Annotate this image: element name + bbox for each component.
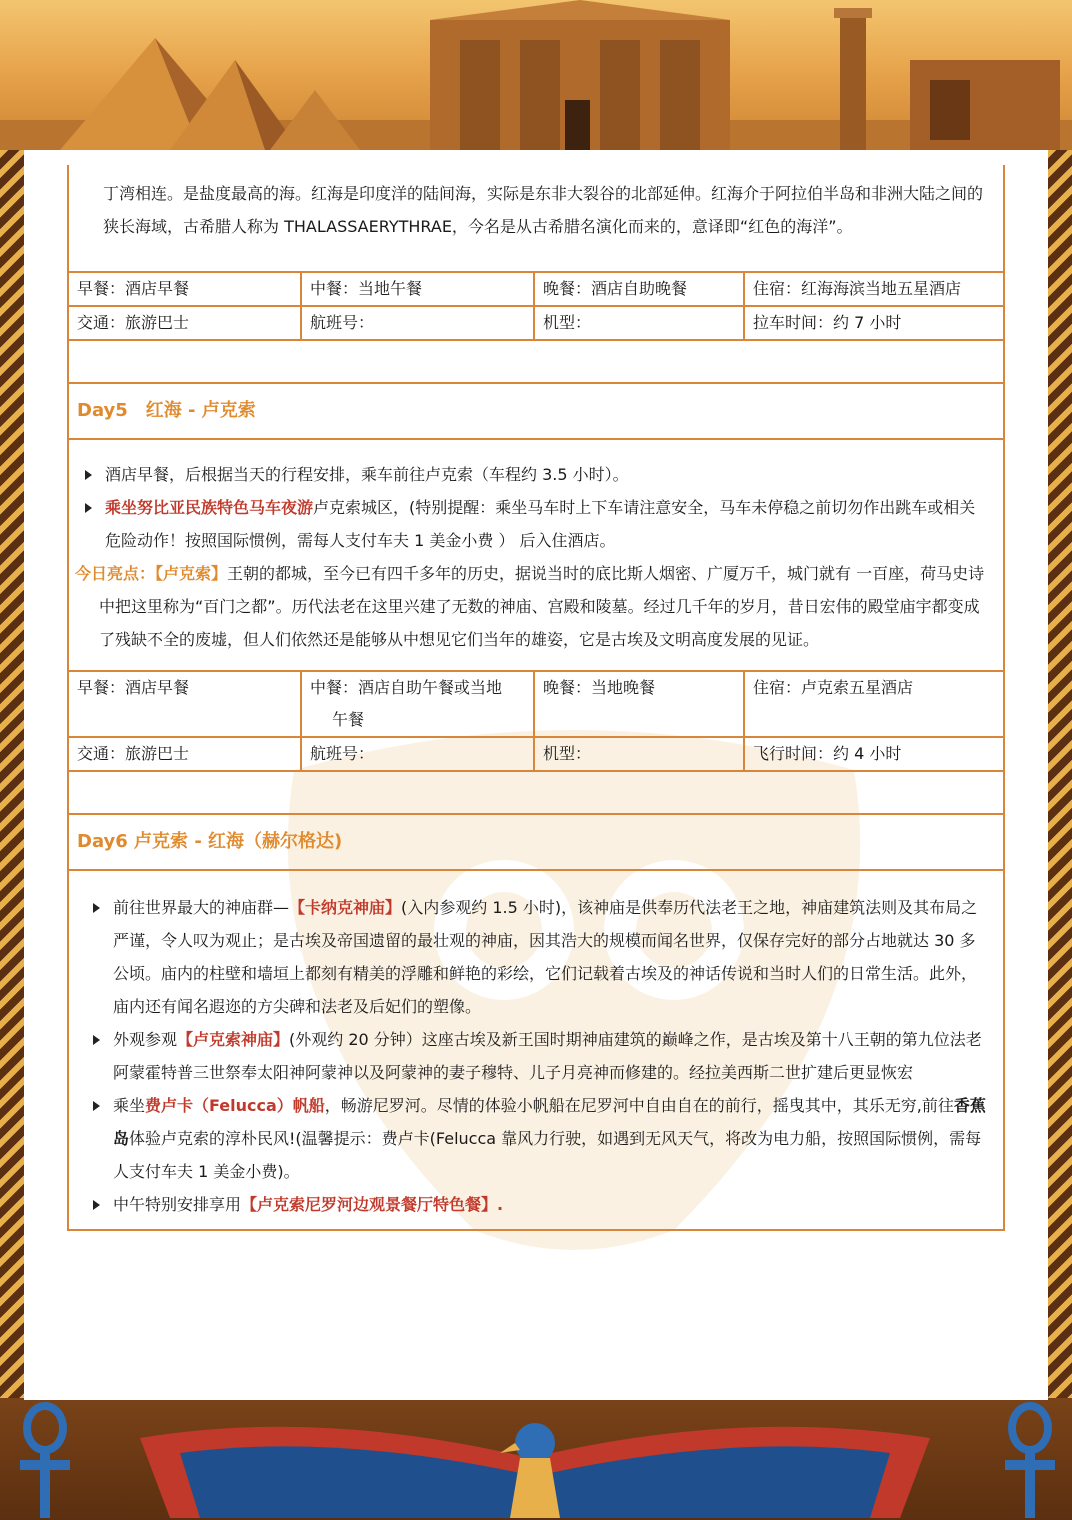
drive-time-cell: 拉车时间：约 7 小时 [753,313,902,332]
day5-bullet-carriage [79,491,991,557]
carriage-tour-text: 卢克索城区，(特别提醒：乘坐马车时上下车请注意安全，马车未停稳之前切勿作出跳车或相关危险动作！按照国际惯例，需每人支付车夫 1 美金小费 ） 后入住酒店。 [105,498,976,550]
lunch-line-1: 中餐：酒店自助午餐或当地 [310,678,503,697]
felucca-intro: 乘坐 [113,1096,146,1115]
meals-row-day5 [69,672,1003,738]
luxor-temple-highlight: 【卢克索神庙】 [177,1030,290,1049]
aircraft-cell: 机型： [535,307,745,339]
karnak-intro: 前往世界最大的神庙群— [113,898,290,917]
lunch-cell: 中餐：当地午餐 [302,273,535,305]
hotel-cell: 住宿：红海海滨当地五星酒店 [753,279,962,298]
breakfast-cell: 早餐：酒店早餐 [69,672,302,736]
luxor-temple-intro: 外观参观 [113,1030,178,1049]
transport-row-day4 [69,307,1003,341]
karnak-temple-highlight: 【卡纳克神庙】 [289,898,402,917]
aircraft-cell: 机型： [535,738,745,770]
day5-heading: Day5 红海 - 卢克索 [69,384,1003,440]
felucca-description: ，畅游尼罗河。尽情的体验小帆船在尼罗河中自由自在的前行，摇曳其中，其乐无穷,前往 [324,1096,954,1115]
flight-number-cell: 航班号： [302,738,535,770]
lunch-line-2: 午餐 [332,710,365,729]
flight-time-cell: 飞行时间：约 4 小时 [753,744,902,763]
desert-temple-illustration [0,0,1072,165]
meals-row-day4 [69,273,1003,307]
day6-bullet-lunch [87,1188,991,1221]
spacer-row [69,772,1003,815]
breakfast-cell: 早餐：酒店早餐 [69,273,302,305]
day6-bullet-karnak [87,891,991,1023]
header-egypt-banner [0,0,1072,165]
spacer-row [69,341,1003,384]
lunch-cell [302,672,535,736]
luxor-temple-description: (外观约 20 分钟）这座古埃及新王国时期神庙建筑的巅峰之作，是古埃及第十八王朝的第九位法老阿蒙霍特普三世祭奉太阳神阿蒙神以及阿蒙神的妻子穆特、儿子月亮神而修建的。经拉美西斯二世扩建后更显恢宏 [113,1030,982,1082]
felucca-tip: 体验卢克索的淳朴民风!(温馨提示：费卢卡(Felucca 靠风力行驶，如遇到无风天气，将改为电力船，按照国际惯例，需每人支付车夫 1 美金小费)。 [113,1129,982,1181]
luxor-description: 王朝的都城，至今已有四千多年的历史，据说当时的底比斯人烟密、广厦万千，城门就有 一百座，荷马史诗中把这里称为“百门之都”。历代法老在这里兴建了无数的神庙、宫殿和陵墓。经过几千年的岁月，昔日宏伟的殿堂庙宇都变成了残缺不全的废墟，但人们依然还是能够从中想见它们当年的雄姿，它是古埃及文明高度发展的见证。 [99,564,985,649]
today-highlight-label: 今日亮点：【卢克索】 [75,564,228,583]
day6-details [69,871,1003,1231]
banana-island: 香蕉岛 [113,1096,986,1148]
transport-cell: 交通：旅游巴士 [69,738,302,770]
footer-egypt-banner [0,1398,1072,1520]
day6-heading: Day6 卢克索 - 红海（赫尔格达) [69,815,1003,871]
day5-highlight-paragraph [75,557,991,656]
right-decorative-border [1048,150,1072,1400]
dinner-cell: 晚餐：当地晚餐 [535,672,745,736]
dinner-cell: 晚餐：酒店自助晚餐 [535,273,745,305]
transport-cell: 交通：旅游巴士 [69,307,302,339]
transport-row-day5 [69,738,1003,772]
nile-restaurant-highlight: 【卢克索尼罗河边观景餐厅特色餐】. [241,1195,504,1214]
hotel-cell: 住宿：卢克索五星酒店 [753,678,914,697]
felucca-highlight: 费卢卡（Felucca）帆船 [145,1096,325,1115]
lunch-intro: 中午特别安排享用 [113,1195,242,1214]
karnak-description: (入内参观约 1.5 小时)，该神庙是供奉历代法老王之地，神庙建筑法则及其布局之严谨，令人叹为观止；是古埃及帝国遗留的最壮观的神庙，因其浩大的规模而闻名世界，仅保存完好的部分占地就达 30 多公顷。庙内的柱壁和墙垣上都刻有精美的浮雕和鲜艳的彩绘，它们记载着古埃及的神话传说和当时人们的日常生活。此外，庙内还有闻名遐迩的方尖碑和法老及后妃们的塑像。 [113,898,978,1016]
winged-falcon-ornament [0,1398,1072,1520]
flight-number-cell: 航班号： [302,307,535,339]
left-decorative-border [0,150,24,1400]
day5-details [69,440,1003,672]
red-sea-description: 丁湾相连。是盐度最高的海。红海是印度洋的陆间海，实际是东非大裂谷的北部延伸。红海介于阿拉伯半岛和非洲大陆之间的狭长海域，古希腊人称为 THALASSAERYTHRAE，今名是从古希腊名演化而来的，意译即“红色的海洋”。 [69,165,1003,273]
day6-bullet-felucca [87,1089,991,1188]
day5-bullet-breakfast: 酒店早餐，后根据当天的行程安排，乘车前往卢克索（车程约 3.5 小时）。 [79,458,991,491]
day6-bullet-luxor-temple [87,1023,991,1089]
itinerary-table [67,165,1005,1231]
carriage-tour-highlight: 乘坐努比亚民族特色马车夜游 [105,498,314,517]
